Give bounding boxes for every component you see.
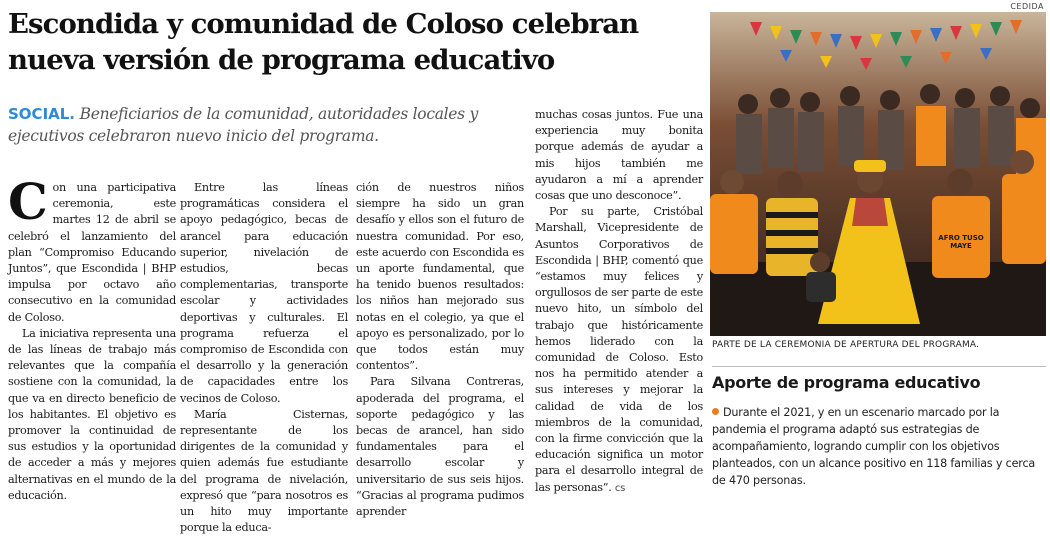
article-column-3 <box>356 180 524 520</box>
photo-caption: PARTE DE LA CEREMONIA DE APERTURA DEL PROGRAMA. <box>712 340 980 350</box>
article-column-2 <box>180 180 348 536</box>
sidebar-body <box>712 404 1040 489</box>
paragraph-text: on una participativa ceremonia, este martes 12 de abril se celebró el lanzamiento del plan “Compromiso Educando Juntos”, que Escondida | BHP impulsa por octavo año consecutivo en la comunidad de Coloso. <box>8 181 176 324</box>
paragraph: ción de nuestros niños siempre ha sido un gran desafío y ellos son el futuro de nuestra comunidad. Por eso, este acuerdo con Escondida es un aporte fundamental, que ha tenido buenos resultados: los niños han mejorado sus notas en el colegio, ya que el apoyo es personalizado, por lo que todos están muy contentos”. <box>356 181 524 373</box>
paragraph: La iniciativa representa una de las líneas de trabajo más relevantes que la compañía sostiene con la comunidad, la que va en directo beneficio de los habitantes. El objetivo es promover la continuidad de sus estudios y la oportunidad de acceder a más y mejores alternativas en el mundo de la educación. <box>8 326 176 502</box>
article-column-1 <box>8 172 176 504</box>
bullet-icon <box>712 408 719 415</box>
paragraph: Para Silvana Contreras, apoderada del programa, el soporte pedagógico y las becas de arancel, han sido fundamentales para el desarrollo escolar y universitario de sus seis hijos. “Gracias al programa pudimos aprender <box>356 375 524 519</box>
drop-cap: C <box>8 172 48 231</box>
divider <box>712 366 1046 367</box>
headline: Escondida y comunidad de Coloso celebran nueva versión de programa educativo <box>8 8 639 76</box>
article-column-4 <box>535 107 703 497</box>
paragraph: Entre las líneas programáticas considera el apoyo pedagógico, becas de arancel para educación superior, nivelación de estudios, becas complementarias, transporte escolar y actividades deportivas y culturales. El programa refuerza el compromiso de Escondida con el desarrollo y la generación de capacidades entre los vecinos de Coloso. <box>180 181 348 405</box>
sidebar-text: Durante el 2021, y en un escenario marcado por la pandemia el programa adaptó sus estrategias de acompañamiento, logrando cumplir con los objetivos planteados, con un alcance positivo en 118 familias y cerca de 470 personas. <box>712 406 1036 487</box>
shirt-text: AFRO TUSO MAYE <box>938 234 984 250</box>
paragraph <box>535 204 703 497</box>
paragraph: María Cisternas, representante de los dirigentes de la comunidad y quien además fue estudiante del programa de nivelación, expresó que “para nosotros es un hito muy importante porque la educa- <box>180 407 348 535</box>
ceremony-photo <box>710 12 1046 336</box>
section-kicker: SOCIAL. <box>8 105 76 123</box>
lead-text: Beneficiarios de la comunidad, autoridades locales y ejecutivos celebraron nuevo inicio del programa. <box>8 105 478 145</box>
lead-paragraph <box>8 103 528 147</box>
ceremony-photo-illustration <box>710 12 1046 336</box>
sidebar-title: Aporte de programa educativo <box>712 373 981 392</box>
end-mark: cs <box>614 482 626 494</box>
paragraph: muchas cosas juntos. Fue una experiencia muy bonita porque además de ayudar a mis hijos también me ayudaron a mí a aprender cosas que uno desconoce”. <box>535 108 703 203</box>
photo-credit: CEDIDA <box>1010 2 1044 11</box>
paragraph <box>8 172 176 326</box>
paragraph-text: Por su parte, Cristóbal Marshall, Vicepresidente de Asuntos Corporativos de Escondida | BHP, comentó que “estamos muy felices y orgullosos de ser parte de este nuevo hito, un símbolo del trabajo que históricamente hemos liderado con la comunidad de Coloso. Esto nos ha permitido atender a sus intereses y mejorar la calidad de vida de los miembros de la comunidad, con la firme convicción que la educación significa un motor para el desarrollo integral de las personas”. <box>535 205 703 494</box>
